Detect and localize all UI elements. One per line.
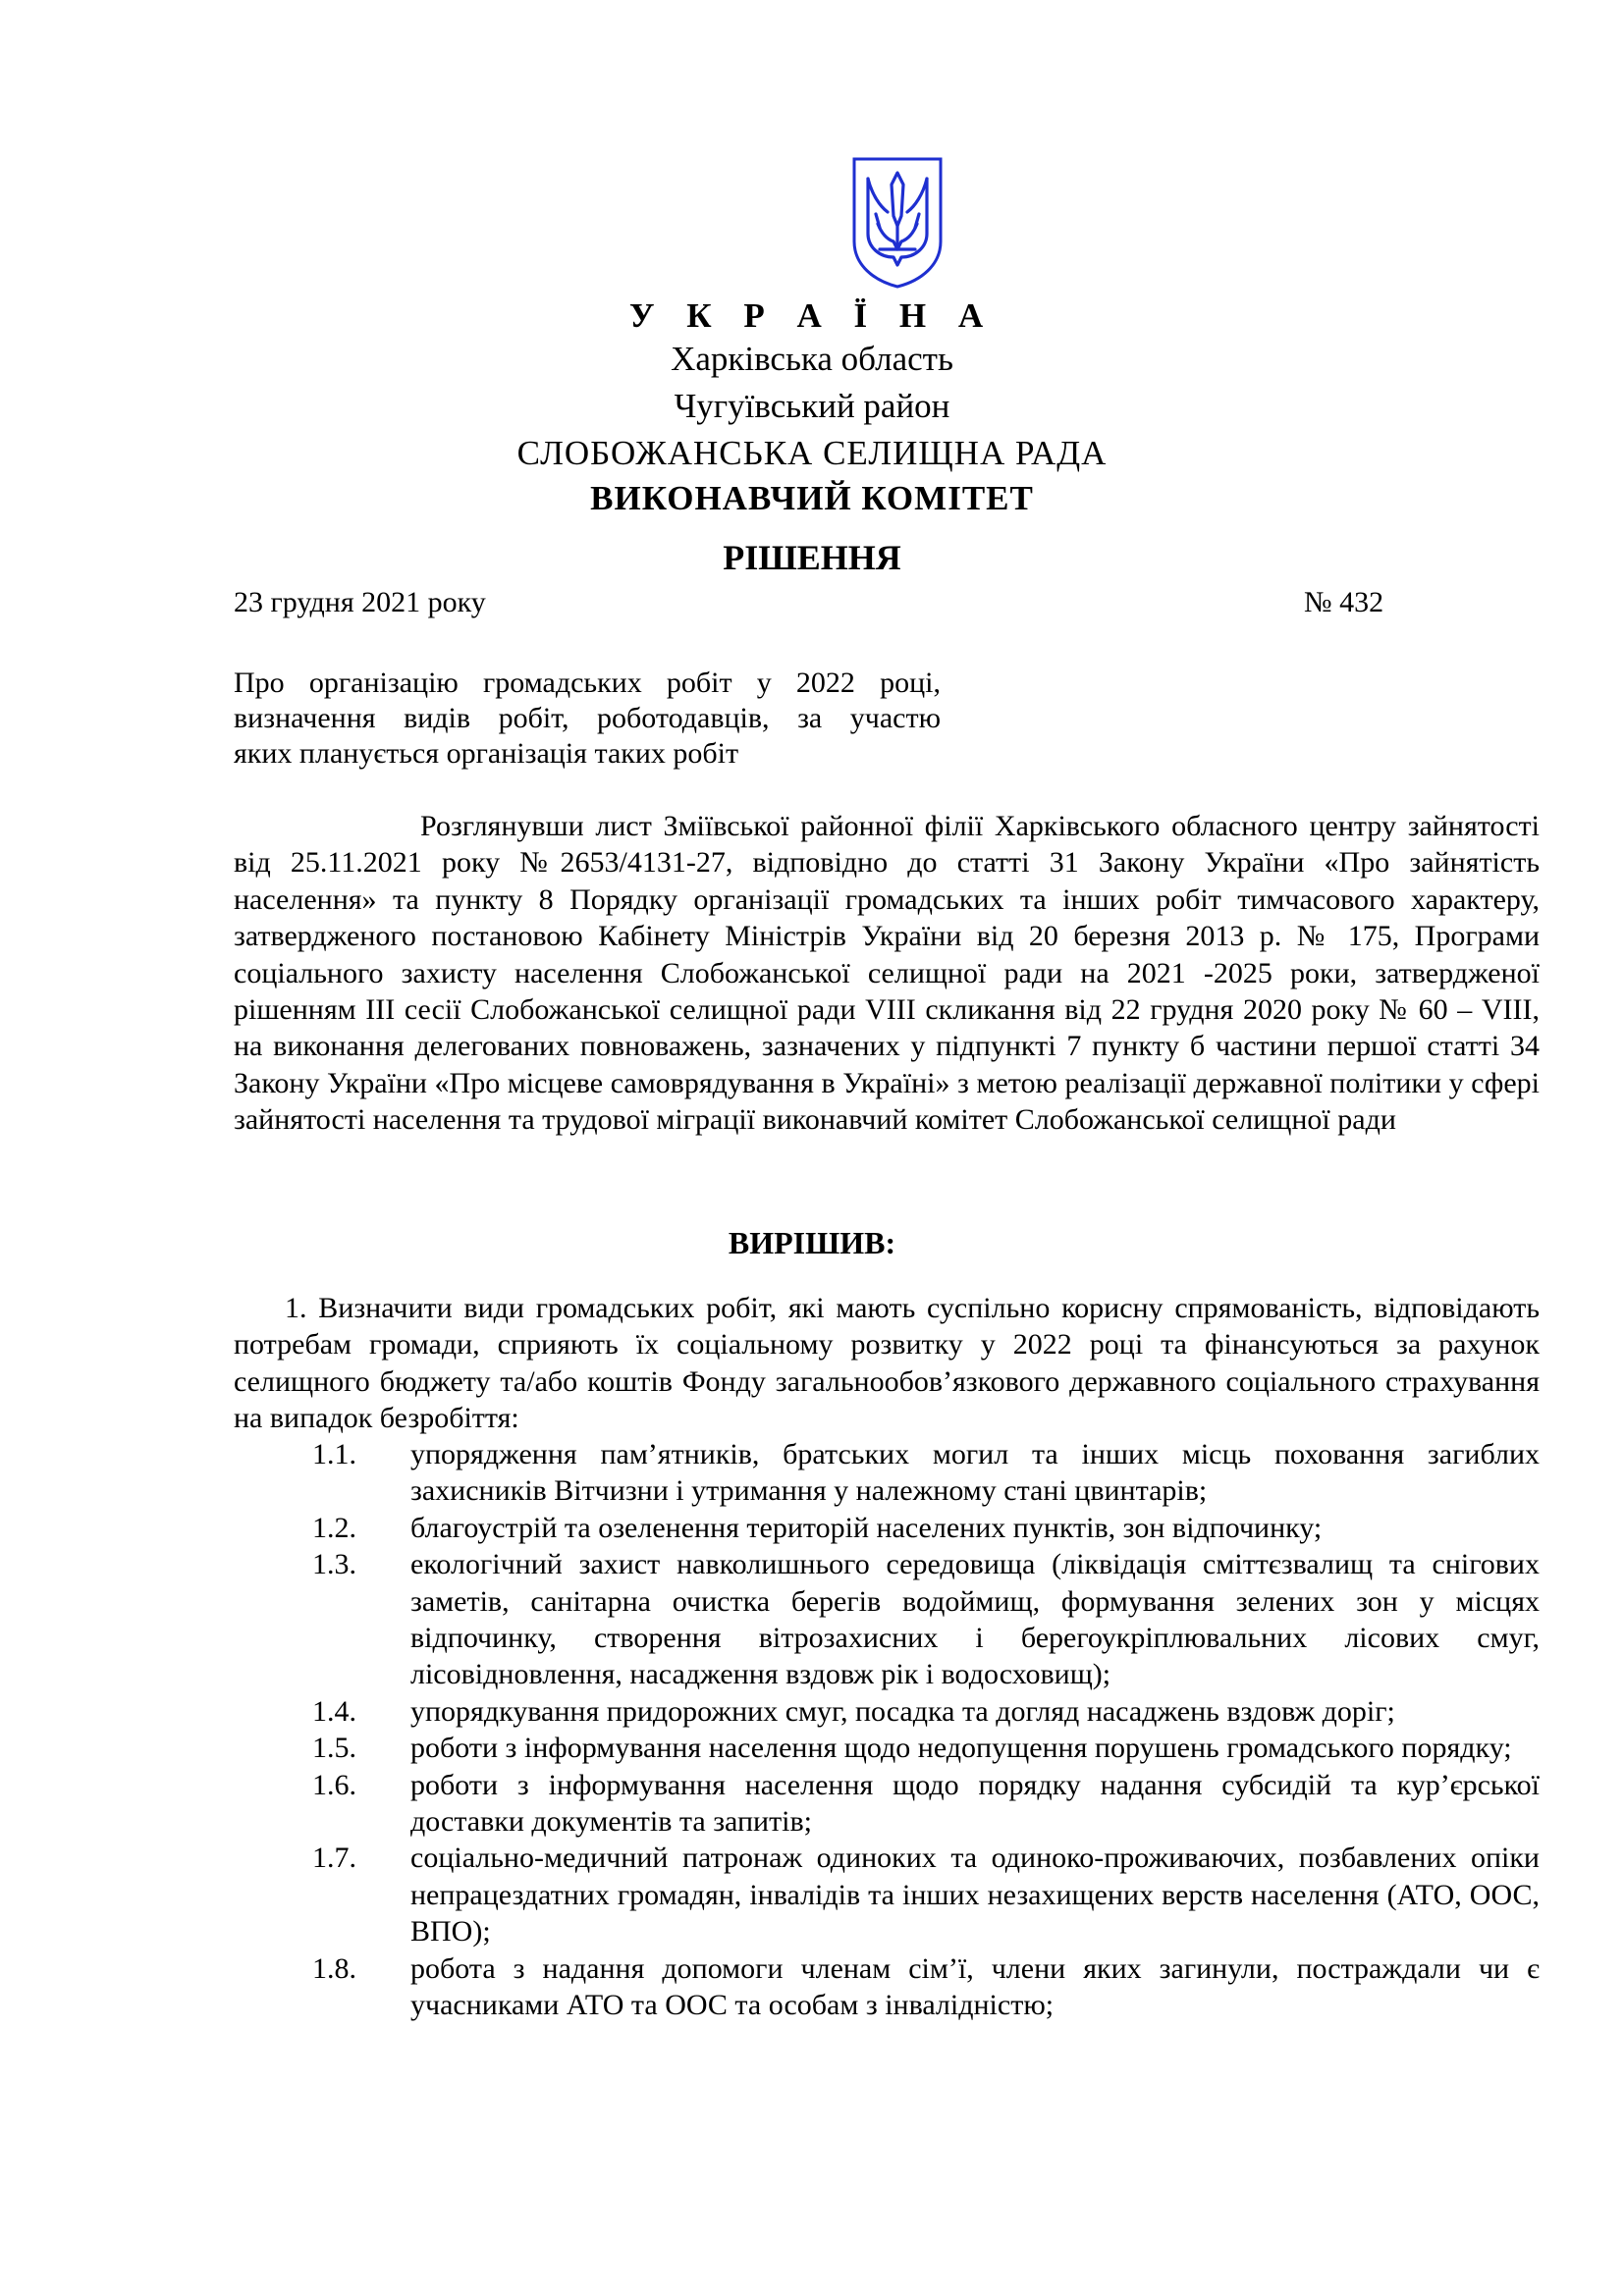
list-item — [234, 1950, 1540, 2024]
subitems-list — [234, 1436, 1540, 2024]
coat-of-arms-icon — [850, 155, 945, 289]
list-item-number: 1.1. — [312, 1438, 356, 1470]
list-item — [234, 1767, 1540, 1841]
list-item-text: соціально-медичний патронаж одиноких та одиноко-проживаючих, позбавлених опіки непрацездатних громадян, інвалідів та інших незахищених верств населення (АТО, ООС, ВПО); — [410, 1842, 1540, 1949]
list-item — [234, 1693, 1540, 1730]
decision-date: 23 грудня 2021 року — [234, 586, 486, 618]
subject-line: Про організацію громадських робіт у 2022 році, — [234, 667, 941, 699]
list-item-text: робота з надання допомоги членам сім’ї, члени яких загинули, постраждали чи є учасниками АТО та ООС та особам з інвалідністю; — [410, 1951, 1540, 2022]
list-item — [234, 1840, 1540, 1949]
document-title: РІШЕННЯ — [723, 538, 901, 577]
item-1-text: Визначити види громадських робіт, які мають суспільно корисну спрямованість, відповідають потребам громади, сприяють їх соціальному розвитку у 2022 році та фінансуються за рахунок селищного бюджету та/або коштів Фонду загальнообов’язкового державного соціального страхування на випадок безробіття: — [234, 1292, 1541, 1435]
list-item-text: роботи з інформування населення щодо недопущення порушень громадського порядку; — [410, 1732, 1512, 1765]
district-name: Чугуївський район — [674, 387, 950, 425]
list-item-number: 1.4. — [312, 1694, 356, 1728]
list-item-number: 1.3. — [312, 1548, 356, 1581]
region-name: Харківська область — [671, 340, 953, 378]
list-item-text: екологічний захист навколишнього середовища (ліквідація сміттєзвалищ та снігових заметів, санітарна очистка берегів водоймищ, формування зелених зон у місцях відпочинку, створення вітрозахисних і берегоукріплювальних лісових смуг, лісовідновлення, насадження вздовж рік і водосховищ); — [410, 1548, 1540, 1691]
council-name: СЛОБОЖАНСЬКА СЕЛИЩНА РАДА — [516, 434, 1108, 472]
list-item — [234, 1730, 1540, 1766]
list-item-text: упорядкування придорожних смуг, посадка та догляд насаджень вздовж доріг; — [410, 1694, 1395, 1728]
list-item-number: 1.5. — [312, 1732, 356, 1765]
subject-line: визначення видів робіт, роботодавців, за участю — [234, 702, 941, 734]
resolved-heading: ВИРІШИВ: — [728, 1225, 896, 1260]
list-item-text: роботи з інформування населення щодо порядку надання субсидій та кур’єрської доставки документів та запитів; — [410, 1768, 1540, 1839]
item-1-number: 1. — [285, 1292, 307, 1324]
list-item-number: 1.2. — [312, 1511, 356, 1544]
committee-name: ВИКОНАВЧИЙ КОМІТЕТ — [590, 479, 1034, 517]
decision-number: № 432 — [1304, 586, 1384, 618]
list-item — [234, 1510, 1540, 1546]
item-1 — [234, 1290, 1540, 1437]
subject-line: яких планується організація таких робіт — [234, 737, 739, 770]
list-item-number: 1.6. — [312, 1768, 356, 1801]
country-name: У К Р А Ї Н А — [628, 296, 996, 335]
preamble-text: Розглянувши лист Зміївської районної філії Харківського обласного центру зайнятості від 25.11.2021 року №2653/4131-27, відповідно до статті 31 Закону України «Про зайнятість населення» та пункту 8 Порядку організації громадських та інших робіт тимчасового характеру, затвердженого постановою Кабінету Міністрів України від 20 березня 2013 р. № 175, Програми соціального захисту населення Слобожанської селищної ради на 2021 -2025 роки, затвердженої рішенням ІІІ сесії Слобожанської селищної ради VIII скликання від 22 грудня 2020 року № 60 – VIII, на виконання делегованих повноважень, зазначених у підпункті 7 пункту б частини першої статті 34 Закону України «Про місцеве самоврядування в Україні» з метою реалізації державної політики у сфері зайнятості населення та трудової міграції виконавчий комітет Слобожанської селищної ради — [234, 810, 1540, 1137]
list-item-text: благоустрій та озеленення територій населених пунктів, зон відпочинку; — [410, 1511, 1323, 1544]
preamble-paragraph — [234, 808, 1540, 1139]
list-item — [234, 1436, 1540, 1510]
list-item-text: упорядження пам’ятників, братських могил та інших місць поховання загиблих захисників Вітчизни і утримання у належному стані цвинтарів; — [410, 1438, 1540, 1508]
list-item — [234, 1546, 1540, 1693]
decision-subject — [234, 666, 941, 772]
list-item-number: 1.8. — [312, 1951, 356, 1985]
list-item-number: 1.7. — [312, 1842, 356, 1875]
